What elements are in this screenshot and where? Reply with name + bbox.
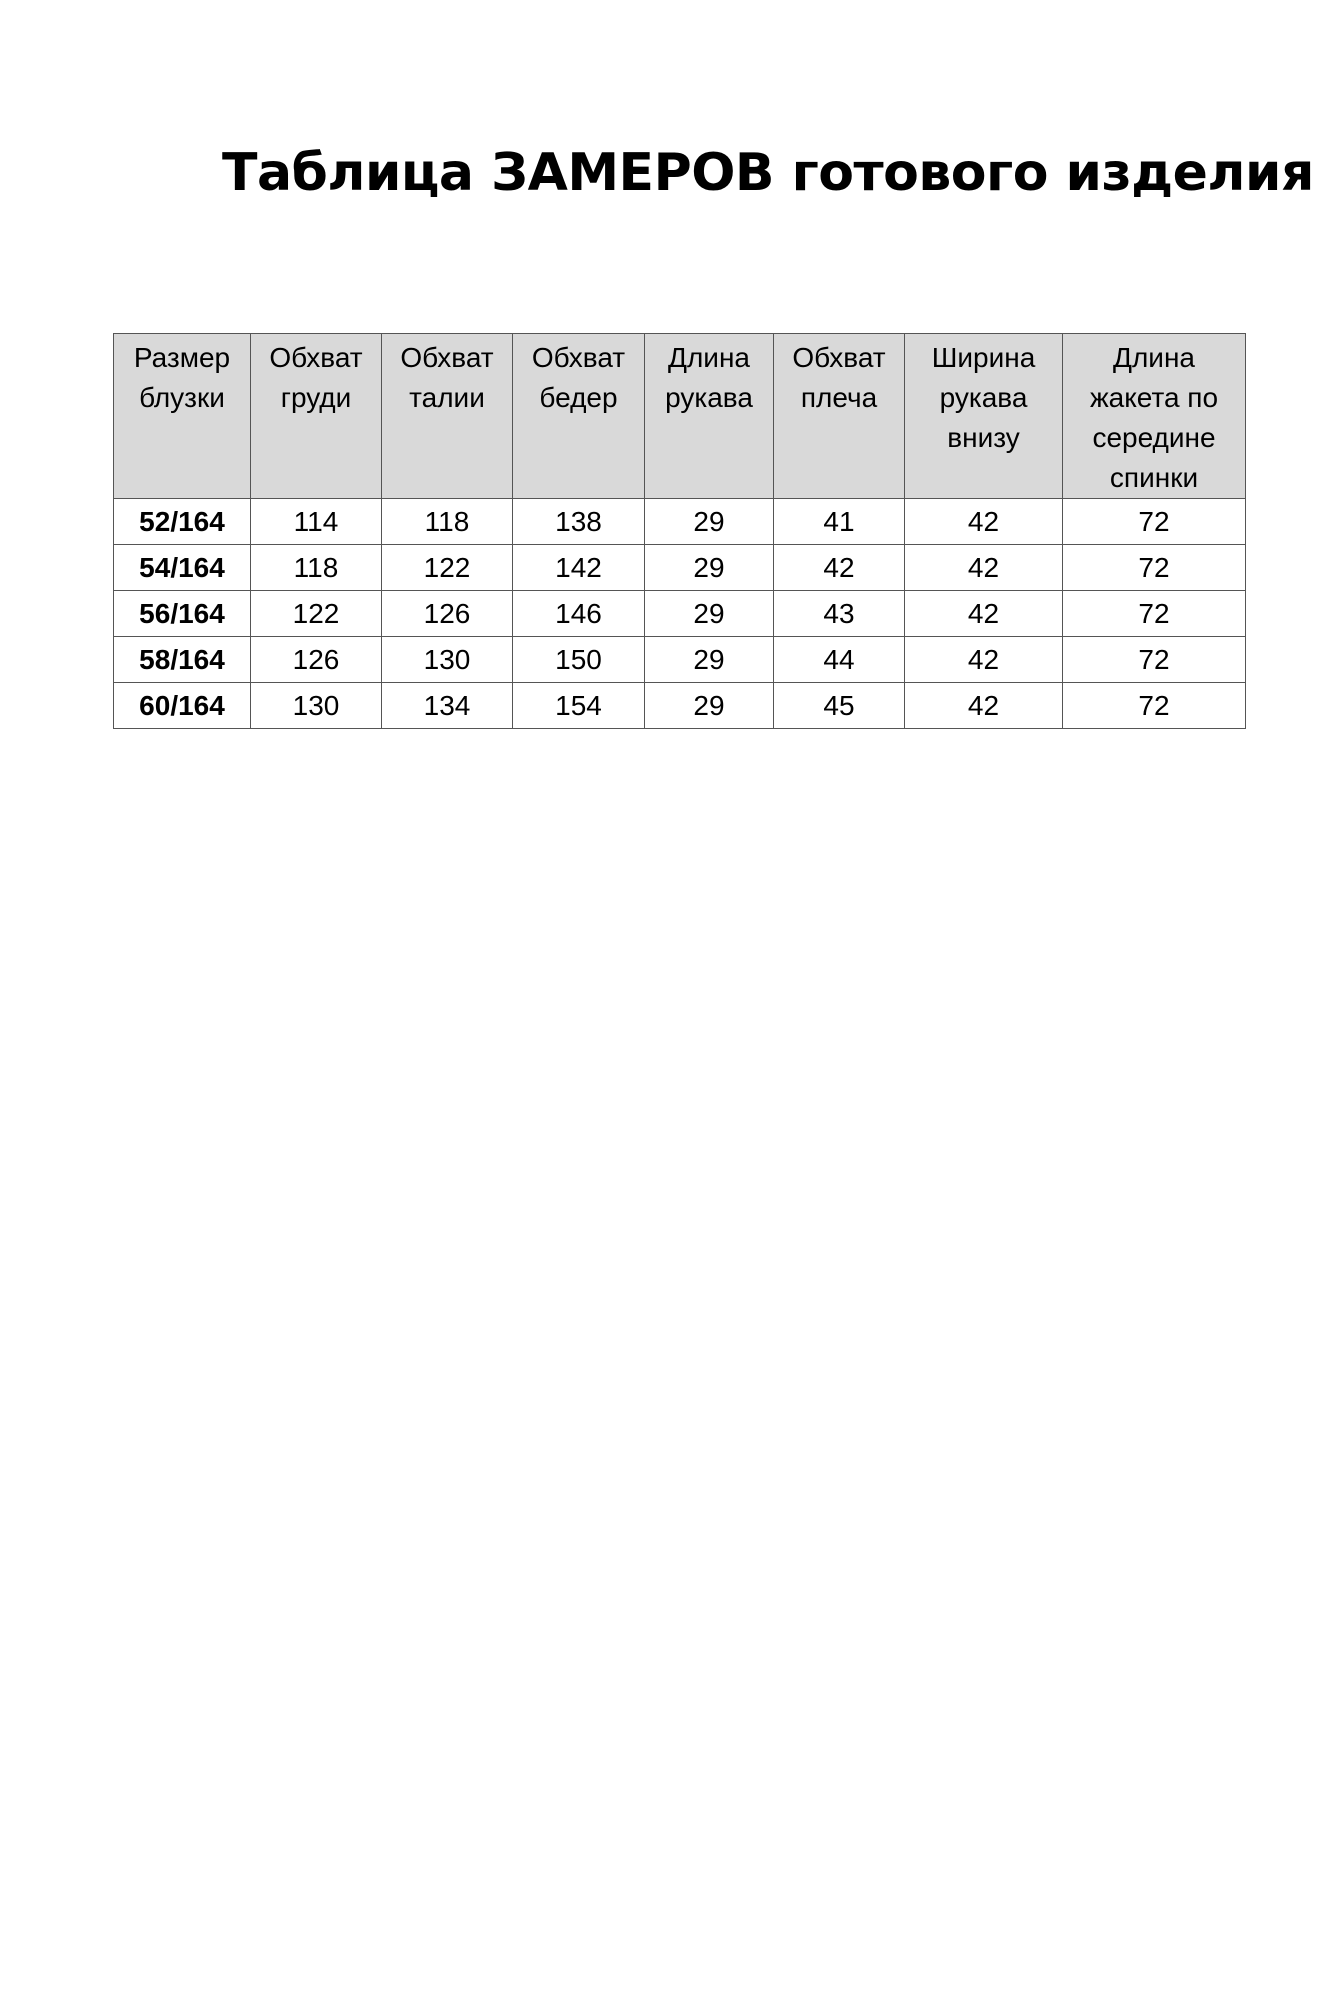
table-cell: 29 [645,545,774,591]
table-row [114,591,1246,637]
table-cell: 42 [774,545,905,591]
table-body [114,499,1246,729]
size-cell: 60/164 [114,683,251,729]
table-row [114,683,1246,729]
page-title: Таблица ЗАМЕРОВ готового изделия [222,143,1314,203]
table-cell: 42 [905,683,1063,729]
header-hips: Обхват бедер [513,334,645,499]
table-cell: 118 [382,499,513,545]
size-cell: 54/164 [114,545,251,591]
table-row [114,637,1246,683]
table-cell: 114 [251,499,382,545]
table-cell: 138 [513,499,645,545]
header-shoulder: Обхват плеча [774,334,905,499]
table-cell: 42 [905,637,1063,683]
table-cell: 29 [645,591,774,637]
table-cell: 118 [251,545,382,591]
table-cell: 72 [1063,637,1246,683]
table-cell: 154 [513,683,645,729]
size-cell: 58/164 [114,637,251,683]
table-cell: 41 [774,499,905,545]
header-sleeve-width: Ширина рукава внизу [905,334,1063,499]
table-row [114,499,1246,545]
table-header [114,334,1246,499]
header-chest: Обхват груди [251,334,382,499]
table-cell: 122 [251,591,382,637]
size-cell: 52/164 [114,499,251,545]
table-cell: 146 [513,591,645,637]
table-row [114,545,1246,591]
header-sleeve-length: Длина рукава [645,334,774,499]
table-cell: 45 [774,683,905,729]
table-cell: 150 [513,637,645,683]
table-cell: 126 [251,637,382,683]
size-cell: 56/164 [114,591,251,637]
table-cell: 29 [645,683,774,729]
table-cell: 72 [1063,545,1246,591]
table-cell: 43 [774,591,905,637]
table-cell: 134 [382,683,513,729]
header-size: Размер блузки [114,334,251,499]
header-jacket-length: Длина жакета по середине спинки [1063,334,1246,499]
table-cell: 126 [382,591,513,637]
table-cell: 142 [513,545,645,591]
table-cell: 29 [645,637,774,683]
header-row [114,334,1246,499]
table-cell: 29 [645,499,774,545]
table-cell: 42 [905,591,1063,637]
header-waist: Обхват талии [382,334,513,499]
table-cell: 42 [905,545,1063,591]
table-cell: 122 [382,545,513,591]
measurements-table [113,333,1246,729]
table-cell: 72 [1063,591,1246,637]
table-cell: 72 [1063,499,1246,545]
table-cell: 130 [251,683,382,729]
table-cell: 130 [382,637,513,683]
table-cell: 44 [774,637,905,683]
table-cell: 42 [905,499,1063,545]
table-cell: 72 [1063,683,1246,729]
